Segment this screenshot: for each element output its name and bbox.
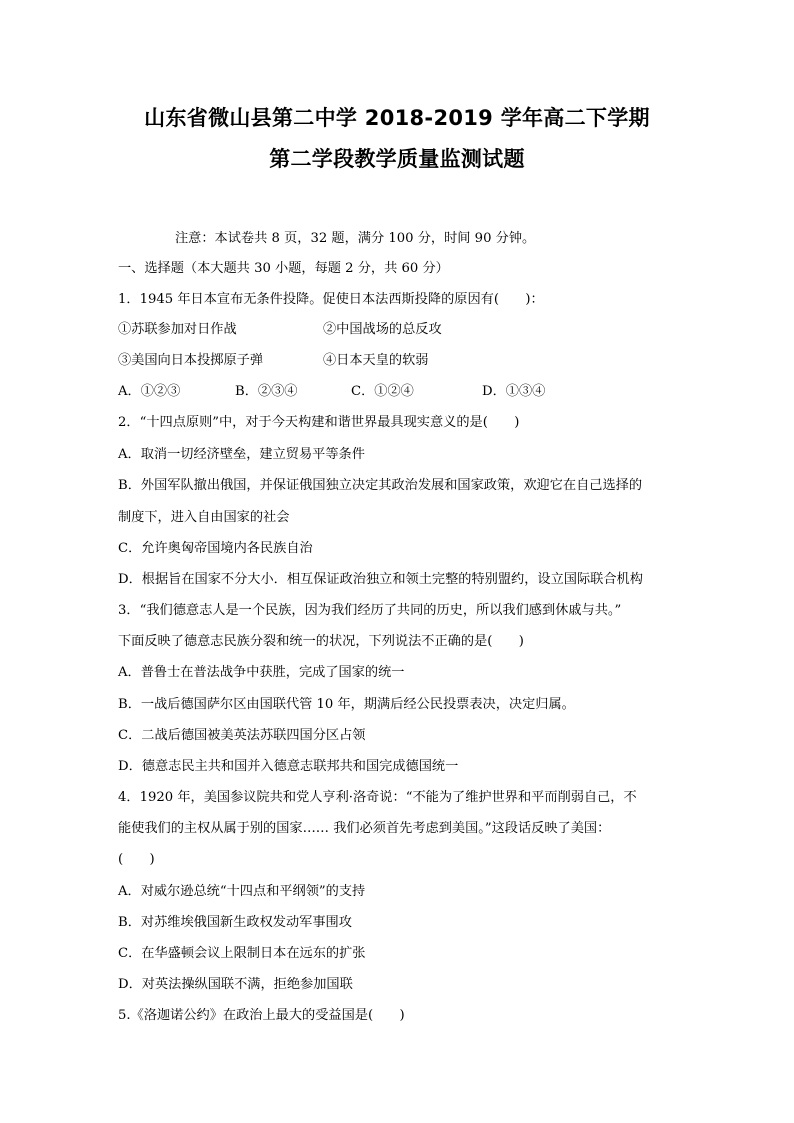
question-3-option-a: A．普鲁士在普法战争中获胜，完成了国家的统一 [118,665,405,680]
question-4-option-d: D．对英法操纵国联不满，拒绝参加国联 [118,977,353,992]
question-3-option-b: B．一战后德国萨尔区由国联代管 10 年，期满后经公民投票表决，决定归属。 [118,697,575,712]
question-2-option-d: D．根据旨在国家不分大小．相互保证政治独立和领土完整的特别盟约，设立国际联合机构 [118,572,643,587]
question-4-option-c: C．在华盛顿会议上限制日本在远东的扩张 [118,946,366,961]
question-4-stem: 4．1920 年，美国参议院共和党人亨利·洛奇说：“不能为了维护世界和平而削弱自己，不 [118,790,637,805]
question-4-option-a: A．对威尔逊总统“十四点和平纲领”的支持 [118,884,366,899]
exam-notice: 注意：本试卷共 8 页，32 题，满分 100 分，时间 90 分钟。 [175,231,536,246]
question-2-option-c: C．允许奥匈帝国境内各民族自治 [118,541,313,556]
question-4-option-b: B．对苏维埃俄国新生政权发动军事围攻 [118,915,352,930]
section-header: 一、选择题（本大题共 30 小题，每题 2 分，共 60 分） [118,261,449,276]
question-5-stem: 5.《洛迦诺公约》在政治上最大的受益国是( ) [118,1008,405,1023]
question-1-option-a: A．①②③ [118,384,181,399]
question-1-stem: 1．1945 年日本宣布无条件投降。促使日本法西斯投降的原因有( )： [118,292,544,307]
question-2-option-b: B．外国军队撤出俄国，并保证俄国独立决定其政治发展和国家政策，欢迎它在自己选择的 [118,478,642,493]
page-title: 山东省微山县第二中学 2018-2019 学年高二下学期 [144,106,650,130]
question-3-stem-continued: 下面反映了德意志民族分裂和统一的状况，下列说法不正确的是( ) [118,634,524,649]
page-subtitle: 第二学段教学质量监测试题 [269,147,525,171]
question-1-option-c: C．①②④ [351,384,414,399]
question-1-option-b: B．②③④ [235,384,298,399]
question-4-answer-blank: ( ) [118,852,155,867]
question-1-item: ②中国战场的总反攻 [323,322,442,337]
question-2-option-a: A．取消一切经济壁垒，建立贸易平等条件 [118,447,365,462]
question-2-option-b-continued: 制度下，进入自由国家的社会 [118,510,290,525]
question-1-item: ④日本天皇的软弱 [323,353,429,368]
question-3-option-c: C．二战后德国被美英法苏联四国分区占领 [118,728,366,743]
question-3-option-d: D．德意志民主共和国并入德意志联邦共和国完成德国统一 [118,759,459,774]
question-1-option-d: D．①③④ [482,384,546,399]
question-4-stem-continued: 能使我们的主权从属于别的国家…… 我们必须首先考虑到美国。”这段话反映了美国： [118,821,611,836]
question-1-item: ①苏联参加对日作战 [118,322,237,337]
question-2-stem: 2．“十四点原则”中，对于今天构建和谐世界最具现实意义的是( ) [118,415,520,430]
question-1-item: ③美国向日本投掷原子弹 [118,353,264,368]
question-3-stem: 3．“我们德意志人是一个民族，因为我们经历了共同的历史，所以我们感到休戚与共。” [118,603,622,618]
